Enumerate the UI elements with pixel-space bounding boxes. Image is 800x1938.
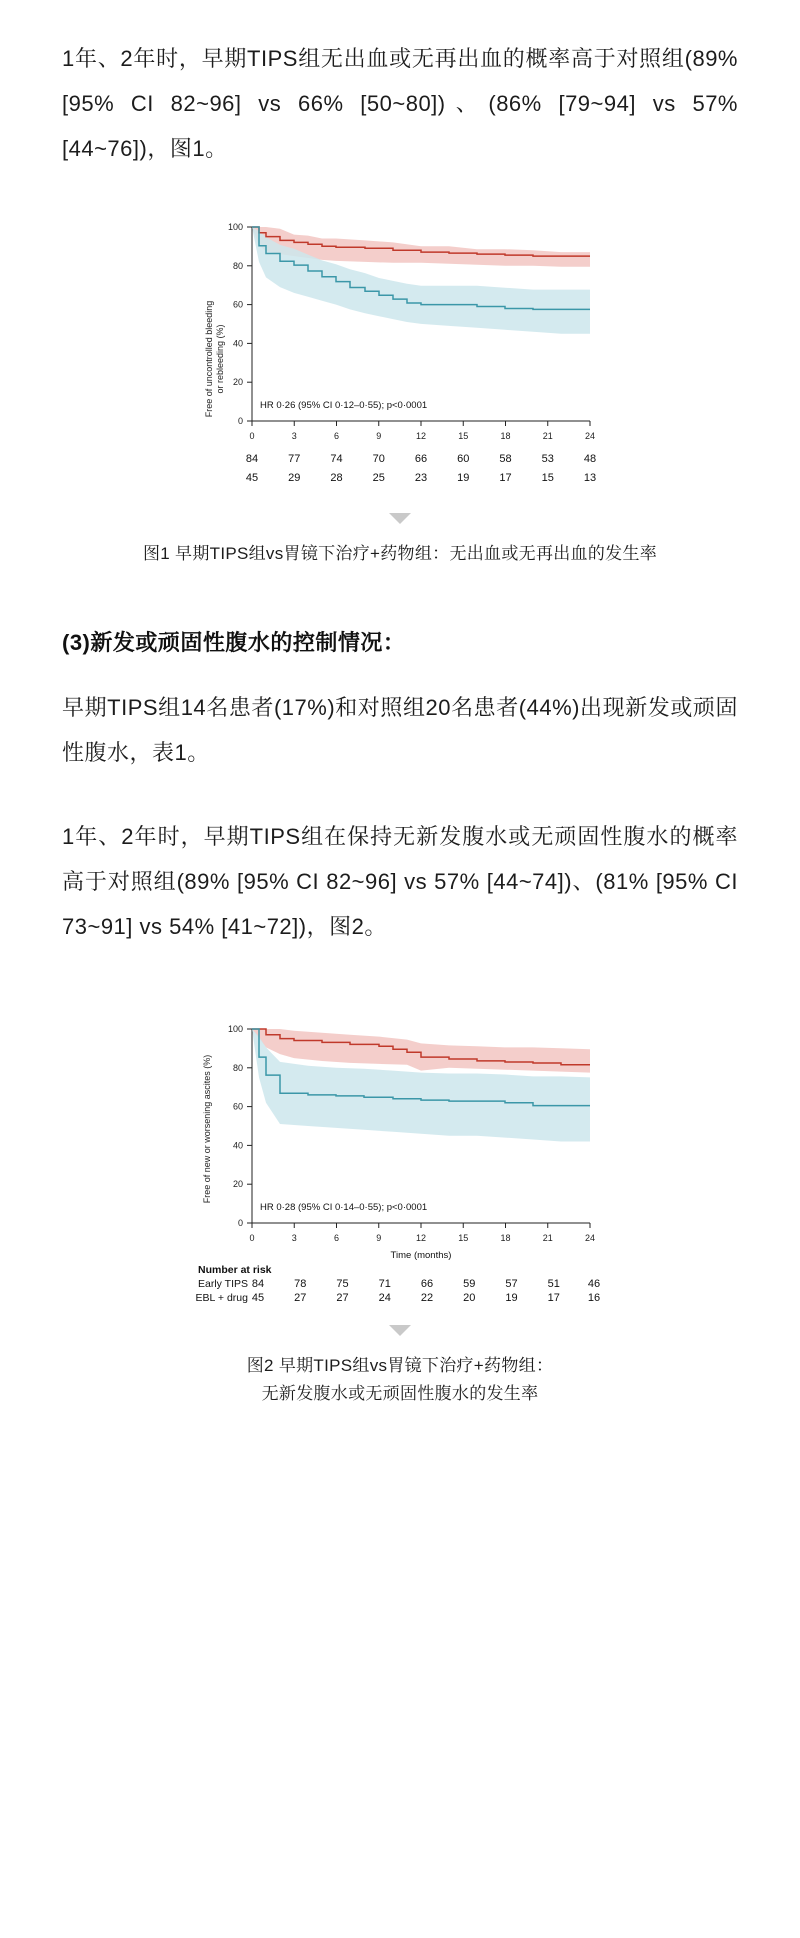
svg-text:48: 48 [583, 453, 597, 466]
svg-text:15: 15 [458, 431, 469, 442]
svg-text:12: 12 [415, 431, 427, 442]
svg-text:77: 77 [288, 453, 301, 466]
spacer [62, 187, 738, 209]
svg-text:9: 9 [376, 431, 382, 442]
spacer [62, 568, 738, 626]
hazard-ratio-annotation-1: HR 0·26 (95% CI 0·12–0·55); p<0·0001 [260, 400, 428, 412]
svg-text:3: 3 [291, 1232, 297, 1243]
svg-text:15: 15 [458, 1232, 469, 1243]
svg-text:66: 66 [420, 1277, 434, 1290]
svg-text:0: 0 [237, 416, 243, 427]
svg-text:75: 75 [336, 1277, 349, 1290]
figure-1 [62, 209, 738, 568]
figure-2 [62, 1011, 738, 1408]
svg-text:24: 24 [378, 1291, 391, 1304]
svg-text:74: 74 [330, 453, 343, 466]
svg-text:12: 12 [415, 1232, 427, 1243]
svg-text:Free of new or worsening ascit: Free of new or worsening ascites (%) [202, 1054, 212, 1204]
svg-text:Free of uncontrolled bleeding: Free of uncontrolled bleeding [204, 300, 214, 418]
svg-text:19: 19 [505, 1291, 518, 1304]
svg-text:18: 18 [500, 1232, 511, 1243]
svg-text:46: 46 [587, 1277, 601, 1290]
svg-text:16: 16 [587, 1291, 601, 1304]
svg-text:22: 22 [420, 1291, 434, 1304]
svg-text:17: 17 [499, 472, 512, 485]
svg-text:59: 59 [463, 1277, 476, 1290]
svg-text:or rebleeding (%): or rebleeding (%) [215, 324, 225, 394]
svg-text:19: 19 [457, 472, 470, 485]
svg-text:71: 71 [378, 1277, 391, 1290]
svg-text:6: 6 [333, 1232, 340, 1243]
divider-triangle-icon [389, 513, 411, 524]
kaplan-meier-chart-2 [180, 1011, 620, 1311]
svg-text:84: 84 [251, 1277, 265, 1290]
divider-triangle-icon [389, 1325, 411, 1336]
svg-text:21: 21 [542, 1232, 553, 1243]
figure-2-caption [247, 1352, 554, 1408]
figure-2-chart [180, 1011, 620, 1311]
section-subheading: (3)新发或顽固性腹水的控制情况： [62, 630, 406, 656]
svg-text:58: 58 [499, 453, 512, 466]
svg-text:60: 60 [232, 299, 243, 310]
figure-2-caption-line2: 无新发腹水或无顽固性腹水的发生率 [261, 1383, 539, 1403]
svg-text:21: 21 [542, 431, 553, 442]
svg-text:20: 20 [463, 1291, 476, 1304]
svg-text:18: 18 [500, 431, 511, 442]
risk-table-2 [196, 1264, 601, 1304]
paragraph-1: 1年、2年时，早期TIPS组无出血或无再出血的概率高于对照组(89% [95% CI 82~96] vs 66% [50~80])、(86% [79~94] vs 57% [44~76])，图1。 [62, 46, 738, 162]
svg-text:28: 28 [330, 472, 343, 485]
svg-text:17: 17 [547, 1291, 560, 1304]
svg-text:0: 0 [249, 431, 255, 442]
svg-text:9: 9 [376, 1232, 382, 1243]
figure-2-caption-line1: 图2 早期TIPS组vs胃镜下治疗+药物组： [246, 1355, 554, 1375]
svg-text:0: 0 [237, 1217, 243, 1228]
figure-1-caption: 图1 早期TIPS组vs胃镜下治疗+药物组：无出血或无再出血的发生率 [142, 544, 658, 564]
hazard-ratio-annotation-2: HR 0·28 (95% CI 0·14–0·55); p<0·0001 [260, 1201, 428, 1213]
svg-text:80: 80 [232, 1062, 243, 1073]
svg-text:80: 80 [232, 261, 243, 272]
svg-text:40: 40 [232, 1140, 243, 1151]
spacer [62, 792, 738, 814]
svg-text:13: 13 [583, 472, 597, 485]
svg-text:6: 6 [333, 431, 340, 442]
paragraph-3: 1年、2年时，早期TIPS组在保持无新发腹水或无顽固性腹水的概率高于对照组(89% [95% CI 82~96] vs 57% [44~74])、(81% [95% CI 73~91] vs 54% [41~72])，图2。 [62, 823, 738, 939]
svg-text:66: 66 [414, 453, 428, 466]
svg-text:24: 24 [584, 1232, 596, 1243]
svg-text:40: 40 [232, 338, 243, 349]
svg-text:15: 15 [541, 472, 554, 485]
svg-text:29: 29 [288, 472, 301, 485]
svg-text:20: 20 [232, 1178, 243, 1189]
svg-text:EBL + drug: EBL + drug [195, 1291, 248, 1304]
paragraph-2: 早期TIPS组14名患者(17%)和对照组20名患者(44%)出现新发或顽固性腹水，表1。 [62, 695, 738, 766]
spacer [62, 663, 738, 685]
svg-text:3: 3 [291, 431, 297, 442]
svg-text:25: 25 [372, 472, 385, 485]
risk-table-title: Number at risk [198, 1263, 272, 1276]
svg-text:60: 60 [457, 453, 470, 466]
svg-text:27: 27 [336, 1291, 349, 1304]
svg-text:27: 27 [294, 1291, 307, 1304]
svg-text:45: 45 [245, 472, 259, 485]
figure-1-chart [190, 209, 610, 499]
svg-text:51: 51 [547, 1277, 560, 1290]
svg-text:57: 57 [505, 1277, 518, 1290]
svg-text:100: 100 [227, 222, 243, 233]
svg-text:20: 20 [232, 377, 243, 388]
svg-text:23: 23 [414, 472, 428, 485]
risk-table-1 [246, 453, 596, 484]
svg-text:45: 45 [251, 1291, 265, 1304]
svg-text:53: 53 [541, 453, 554, 466]
svg-text:100: 100 [227, 1023, 243, 1034]
svg-text:70: 70 [372, 453, 385, 466]
svg-text:0: 0 [249, 1232, 255, 1243]
x-axis-label-2: Time (months) [390, 1249, 452, 1261]
svg-text:Early TIPS: Early TIPS [198, 1277, 248, 1290]
svg-text:24: 24 [584, 431, 596, 442]
svg-text:84: 84 [245, 453, 259, 466]
svg-text:78: 78 [294, 1277, 307, 1290]
kaplan-meier-chart-1 [190, 209, 610, 499]
svg-text:60: 60 [232, 1101, 243, 1112]
spacer [62, 965, 738, 1011]
